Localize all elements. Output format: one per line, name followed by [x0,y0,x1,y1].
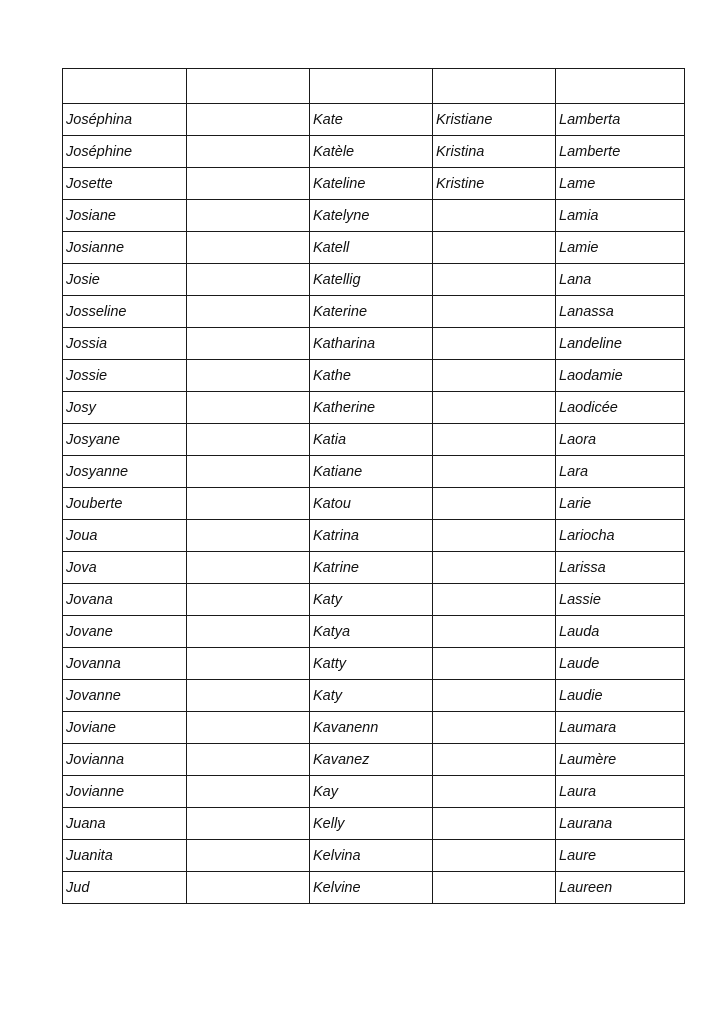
name-cell-col5: Laodamie [556,360,685,392]
table-row [63,648,685,680]
header-cell [433,69,556,104]
name-cell-col3: Katiane [310,456,433,488]
name-cell-col2 [187,680,310,712]
name-cell-col2 [187,296,310,328]
name-cell-col5: Lamia [556,200,685,232]
name-cell-col2 [187,136,310,168]
name-cell-col5: Lamberte [556,136,685,168]
name-cell-col5: Larissa [556,552,685,584]
name-cell-col3: Katrine [310,552,433,584]
table-row [63,232,685,264]
name-cell-col5: Laodicée [556,392,685,424]
name-cell-col3: Katy [310,680,433,712]
name-cell-col4 [433,328,556,360]
name-cell-col4 [433,648,556,680]
name-cell-col2 [187,776,310,808]
name-cell-col3: Katy [310,584,433,616]
name-cell-col4 [433,712,556,744]
name-cell-col1: Joviane [63,712,187,744]
name-cell-col2 [187,200,310,232]
name-cell-col5: Larie [556,488,685,520]
name-cell-col4 [433,776,556,808]
name-cell-col2 [187,168,310,200]
table-row [63,360,685,392]
name-cell-col4 [433,232,556,264]
name-cell-col4 [433,520,556,552]
name-cell-col1: Josy [63,392,187,424]
name-cell-col3: Katellig [310,264,433,296]
name-cell-col5: Laudie [556,680,685,712]
table-row [63,200,685,232]
name-cell-col1: Josseline [63,296,187,328]
name-cell-col1: Jossie [63,360,187,392]
name-cell-col3: Katou [310,488,433,520]
name-cell-col5: Laura [556,776,685,808]
table-row [63,520,685,552]
name-cell-col3: Kateline [310,168,433,200]
name-cell-col2 [187,392,310,424]
name-cell-col4 [433,872,556,904]
table-row [63,680,685,712]
table-row [63,296,685,328]
name-cell-col1: Jovanne [63,680,187,712]
table-row [63,424,685,456]
name-cell-col3: Kavanenn [310,712,433,744]
name-cell-col1: Josie [63,264,187,296]
header-cell [310,69,433,104]
table-row [63,104,685,136]
name-cell-col2 [187,328,310,360]
name-cell-col1: Jovane [63,616,187,648]
name-cell-col4 [433,200,556,232]
name-cell-col1: Joséphine [63,136,187,168]
name-cell-col5: Lamie [556,232,685,264]
table-row [63,872,685,904]
name-cell-col2 [187,712,310,744]
name-cell-col2 [187,616,310,648]
names-table-body [63,69,685,904]
name-cell-col5: Lamberta [556,104,685,136]
table-row [63,744,685,776]
name-cell-col2 [187,840,310,872]
name-cell-col3: Katharina [310,328,433,360]
name-cell-col4 [433,584,556,616]
name-cell-col5: Lame [556,168,685,200]
name-cell-col5: Landeline [556,328,685,360]
name-cell-col3: Kelly [310,808,433,840]
table-row [63,840,685,872]
name-cell-col5: Laureen [556,872,685,904]
name-cell-col4: Kristine [433,168,556,200]
name-cell-col2 [187,424,310,456]
name-cell-col4: Kristina [433,136,556,168]
name-cell-col2 [187,360,310,392]
table-row [63,776,685,808]
name-cell-col3: Katell [310,232,433,264]
name-cell-col1: Juanita [63,840,187,872]
name-cell-col2 [187,584,310,616]
name-cell-col2 [187,744,310,776]
name-cell-col1: Josyane [63,424,187,456]
table-row [63,712,685,744]
name-cell-col1: Juana [63,808,187,840]
name-cell-col3: Katia [310,424,433,456]
name-cell-col4 [433,488,556,520]
name-cell-col3: Kelvina [310,840,433,872]
name-cell-col2 [187,456,310,488]
name-cell-col4 [433,424,556,456]
name-cell-col4 [433,392,556,424]
name-cell-col5: Laure [556,840,685,872]
name-cell-col3: Katty [310,648,433,680]
name-cell-col4 [433,456,556,488]
name-cell-col4 [433,264,556,296]
name-cell-col3: Kavanez [310,744,433,776]
name-cell-col4 [433,552,556,584]
name-cell-col3: Katherine [310,392,433,424]
name-cell-col5: Laurana [556,808,685,840]
name-cell-col3: Katrina [310,520,433,552]
name-cell-col3: Kate [310,104,433,136]
name-cell-col1: Jovanna [63,648,187,680]
header-cell [187,69,310,104]
name-cell-col1: Jossia [63,328,187,360]
name-cell-col5: Lana [556,264,685,296]
table-row [63,808,685,840]
name-cell-col2 [187,872,310,904]
name-cell-col5: Lanassa [556,296,685,328]
name-cell-col2 [187,552,310,584]
table-row [63,392,685,424]
name-cell-col5: Laumère [556,744,685,776]
name-cell-col1: Josiane [63,200,187,232]
name-cell-col3: Katya [310,616,433,648]
name-cell-col5: Laumara [556,712,685,744]
name-cell-col2 [187,104,310,136]
name-cell-col1: Josianne [63,232,187,264]
name-cell-col3: Kathe [310,360,433,392]
table-row [63,264,685,296]
name-cell-col5: Lassie [556,584,685,616]
name-cell-col2 [187,808,310,840]
name-cell-col3: Kay [310,776,433,808]
header-cell [556,69,685,104]
name-cell-col4 [433,360,556,392]
name-cell-col4: Kristiane [433,104,556,136]
name-cell-col5: Laora [556,424,685,456]
name-cell-col1: Jovana [63,584,187,616]
name-cell-col1: Joua [63,520,187,552]
name-cell-col3: Katelyne [310,200,433,232]
table-row [63,456,685,488]
name-cell-col5: Laude [556,648,685,680]
name-cell-col1: Josette [63,168,187,200]
name-cell-col4 [433,840,556,872]
name-cell-col4 [433,616,556,648]
name-cell-col3: Katèle [310,136,433,168]
name-cell-col5: Lauda [556,616,685,648]
name-cell-col2 [187,520,310,552]
name-cell-col1: Jouberte [63,488,187,520]
name-cell-col4 [433,744,556,776]
table-row [63,328,685,360]
name-cell-col4 [433,680,556,712]
name-cell-col3: Katerine [310,296,433,328]
table-row [63,584,685,616]
name-cell-col1: Josyanne [63,456,187,488]
name-cell-col1: Jovianna [63,744,187,776]
name-cell-col3: Kelvine [310,872,433,904]
name-cell-col2 [187,232,310,264]
table-header-row [63,69,685,104]
names-table [62,68,685,904]
table-row [63,552,685,584]
table-row [63,168,685,200]
name-cell-col5: Lariocha [556,520,685,552]
name-cell-col5: Lara [556,456,685,488]
table-row [63,488,685,520]
name-cell-col2 [187,488,310,520]
table-row [63,136,685,168]
name-cell-col1: Jova [63,552,187,584]
name-cell-col1: Joséphina [63,104,187,136]
name-cell-col4 [433,296,556,328]
table-row [63,616,685,648]
name-cell-col2 [187,264,310,296]
header-cell [63,69,187,104]
name-cell-col4 [433,808,556,840]
name-cell-col2 [187,648,310,680]
name-cell-col1: Jovianne [63,776,187,808]
name-cell-col1: Jud [63,872,187,904]
